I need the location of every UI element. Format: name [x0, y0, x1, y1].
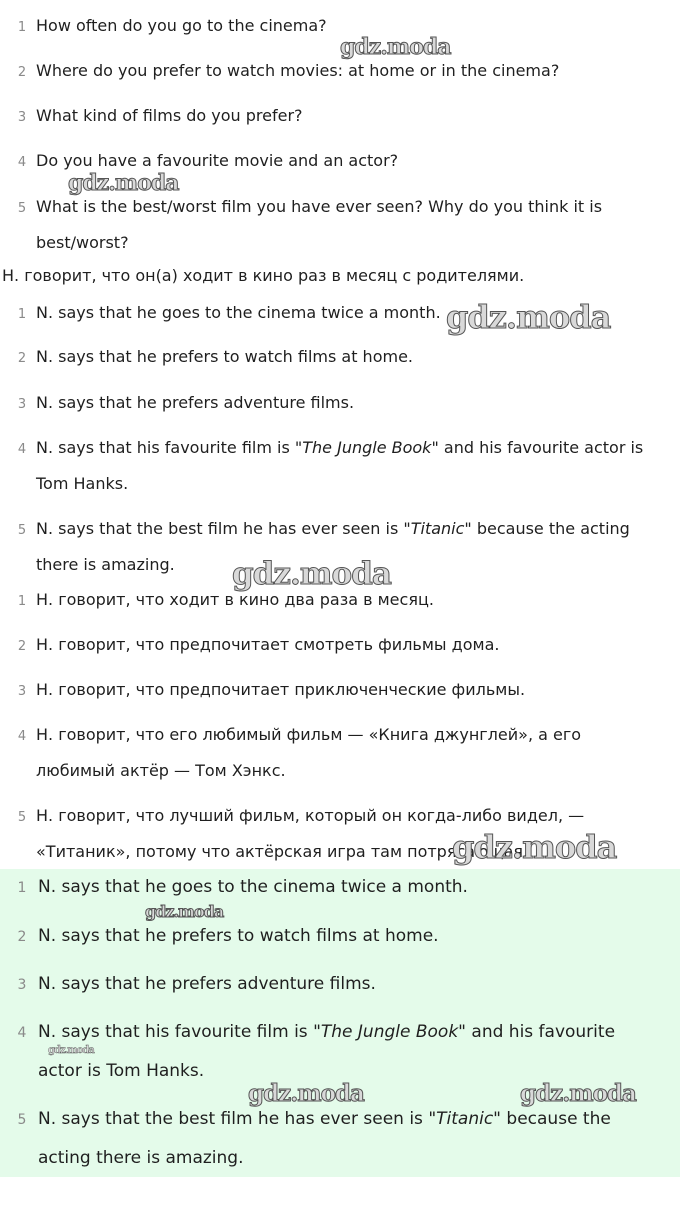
watermark: gdz.moda — [232, 556, 391, 592]
answer-text: Н. говорит, что его любимый фильм — «Книга джунглей», а его любимый актёр — Том Хэнкс. — [36, 725, 582, 780]
watermark: gdz.moda — [446, 298, 611, 336]
watermark: gdz.moda — [248, 1080, 364, 1107]
answer-text: N. says that he prefers to watch films at home. — [38, 926, 439, 946]
answer-text: N. says that he prefers to watch films at home. — [36, 347, 413, 366]
watermark: gdz.moda — [145, 902, 224, 921]
watermark: gdz.moda — [452, 828, 617, 866]
item-number: 1 — [17, 307, 27, 322]
answer-text: N. says that the best film he has ever seen is "Titanic" because the acting there is amazing. — [38, 1109, 611, 1168]
answer-text: N. says that his favourite film is "The Jungle Book" and his favourite actor is Tom Hanks. — [38, 1022, 616, 1081]
answer-text: N. says that his favourite film is "The Jungle Book" and his favourite actor is Tom Hanks. — [36, 438, 644, 493]
watermark: gdz.moda — [48, 1045, 94, 1056]
intro-text: Н. говорит, что он(а) ходит в кино раз в месяц с родителями. — [2, 266, 525, 285]
question-text: What kind of films do you prefer? — [36, 106, 303, 125]
question-text: How often do you go to the cinema? — [36, 16, 327, 35]
item-number: 2 — [17, 65, 27, 80]
answer-text: N. says that he goes to the cinema twice a month. — [38, 877, 468, 897]
question-text: Do you have a favourite movie and an actor? — [36, 151, 399, 170]
answer-text: Н. говорит, что лучший фильм, который он когда-либо видел, — «Титаник», потому что актёрская игра там потрясающая. — [36, 806, 585, 861]
answer-text: N. says that the best film he has ever seen is "Titanic" because the acting there is amazing. — [36, 519, 630, 574]
answer-text: Н. говорит, что предпочитает смотреть фильмы дома. — [36, 635, 500, 654]
answer-text: Н. говорит, что ходит в кино два раза в месяц. — [36, 590, 434, 609]
item-number: 1 — [17, 880, 27, 896]
item-number: 2 — [17, 639, 27, 654]
item-number: 4 — [17, 442, 27, 457]
watermark: gdz.moda — [340, 34, 451, 60]
item-number: 2 — [17, 351, 27, 366]
item-number: 1 — [17, 594, 27, 609]
question-text: What is the best/worst film you have ever seen? Why do you think it is best/worst? — [36, 197, 603, 252]
watermark: gdz.moda — [520, 1080, 636, 1107]
item-number: 3 — [17, 397, 27, 412]
answer-text: Н. говорит, что предпочитает приключенческие фильмы. — [36, 680, 526, 699]
item-number: 3 — [17, 110, 27, 125]
item-number: 4 — [17, 155, 27, 170]
item-number: 3 — [17, 684, 27, 699]
watermark: gdz.moda — [68, 170, 179, 196]
film-title: "Titanic" — [428, 1109, 502, 1129]
question-text: Where do you prefer to watch movies: at home or in the cinema? — [36, 61, 560, 80]
item-number: 1 — [17, 20, 27, 35]
item-number: 2 — [17, 929, 27, 945]
item-number: 5 — [17, 201, 27, 216]
item-number: 4 — [17, 729, 27, 744]
answer-text: N. says that he prefers adventure films. — [36, 393, 355, 412]
item-number: 5 — [17, 523, 27, 538]
film-title: "The Jungle Book" — [294, 438, 439, 457]
answer-text: N. says that he goes to the cinema twice a month. — [36, 303, 441, 322]
film-title: "Titanic" — [403, 519, 472, 538]
item-number: 4 — [17, 1025, 27, 1041]
item-number: 5 — [17, 810, 27, 825]
item-number: 5 — [17, 1112, 27, 1128]
answer-text: N. says that he prefers adventure films. — [38, 974, 376, 994]
item-number: 3 — [17, 977, 27, 993]
film-title: "The Jungle Book" — [313, 1022, 466, 1042]
